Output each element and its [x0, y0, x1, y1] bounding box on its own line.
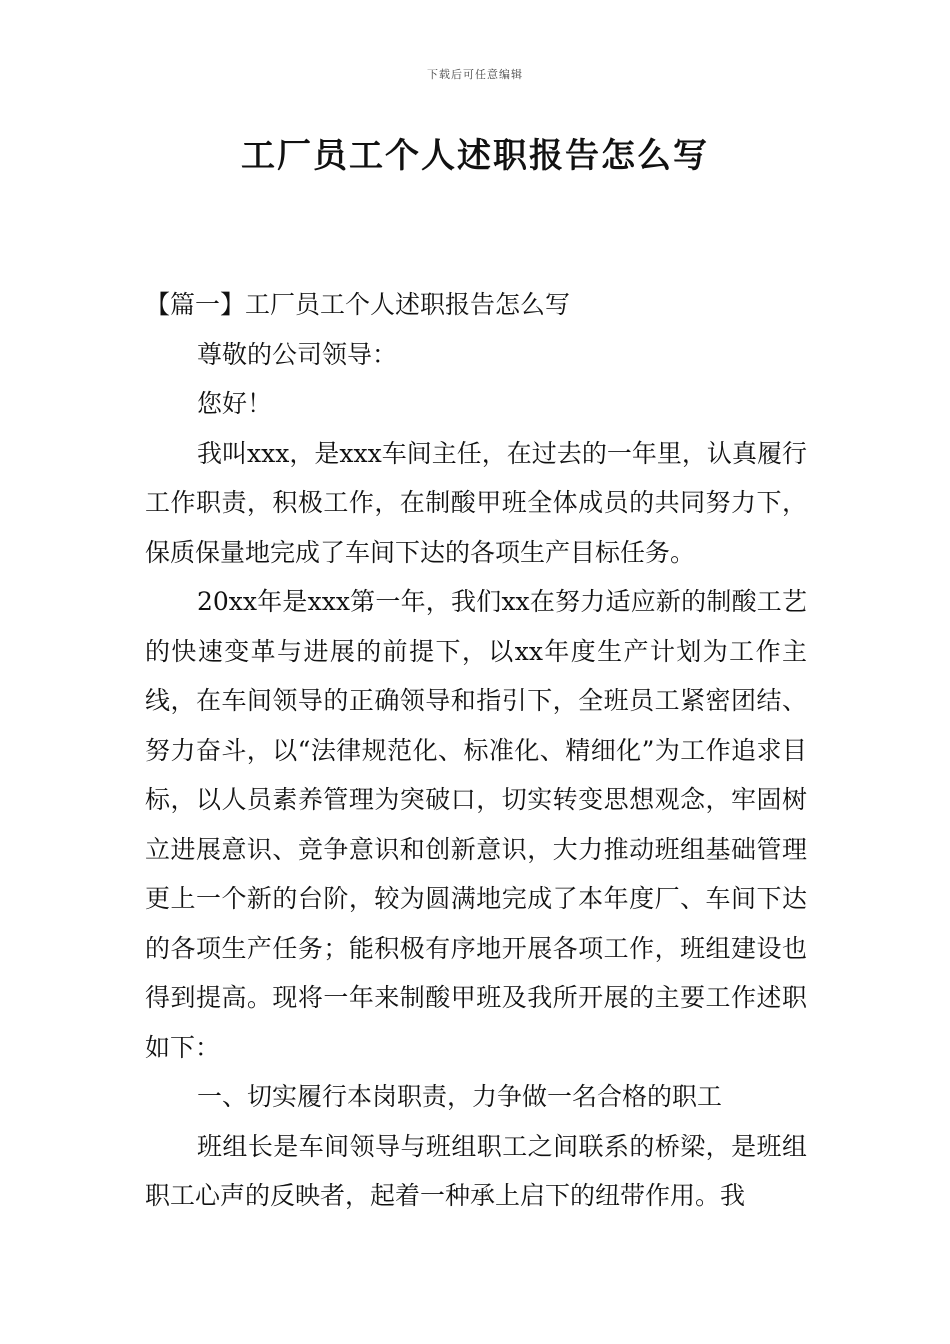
section-heading: 【篇一】工厂员工个人述职报告怎么写 [145, 290, 571, 319]
greeting: 您好！ [197, 389, 273, 418]
header-note: 下载后可任意编辑 [427, 68, 523, 81]
paragraph: 20xx年是xxx第一年，我们xx在努力适应新的制酸工艺的快速变革与进展的前提下，以xx年度生产计划为工作主线，在车间领导的正确领导和指引下，全班员工紧密团结、努力奋斗，以“法律规范化、标准化、精细化”为工作追求目标，以人员素养管理为突破口，切实转变思想观念，牢固树立进展意识、竞争意识和创新意识，大力推动班组基础管理更上一个新的台阶，较为圆满地完成了本年度厂、车间下达的各项生产任务；能积极有序地开展各项工作，班组建设也得到提高。现将一年来制酸甲班及我所开展的主要工作述职如下： [145, 587, 807, 1062]
document-body [145, 280, 807, 1221]
subheading: 一、切实履行本岗职责，力争做一名合格的职工 [197, 1082, 723, 1111]
paragraph: 班组长是车间领导与班组职工之间联系的桥梁，是班组职工心声的反映者，起着一种承上启下的纽带作用。我 [145, 1131, 807, 1210]
salutation: 尊敬的公司领导： [197, 339, 398, 369]
document-title: 工厂员工个人述职报告怎么写 [241, 136, 709, 176]
paragraph: 我叫xxx，是xxx车间主任，在过去的一年里，认真履行工作职责，积极工作，在制酸甲班全体成员的共同努力下，保质保量地完成了车间下达的各项生产目标任务。 [145, 438, 807, 567]
